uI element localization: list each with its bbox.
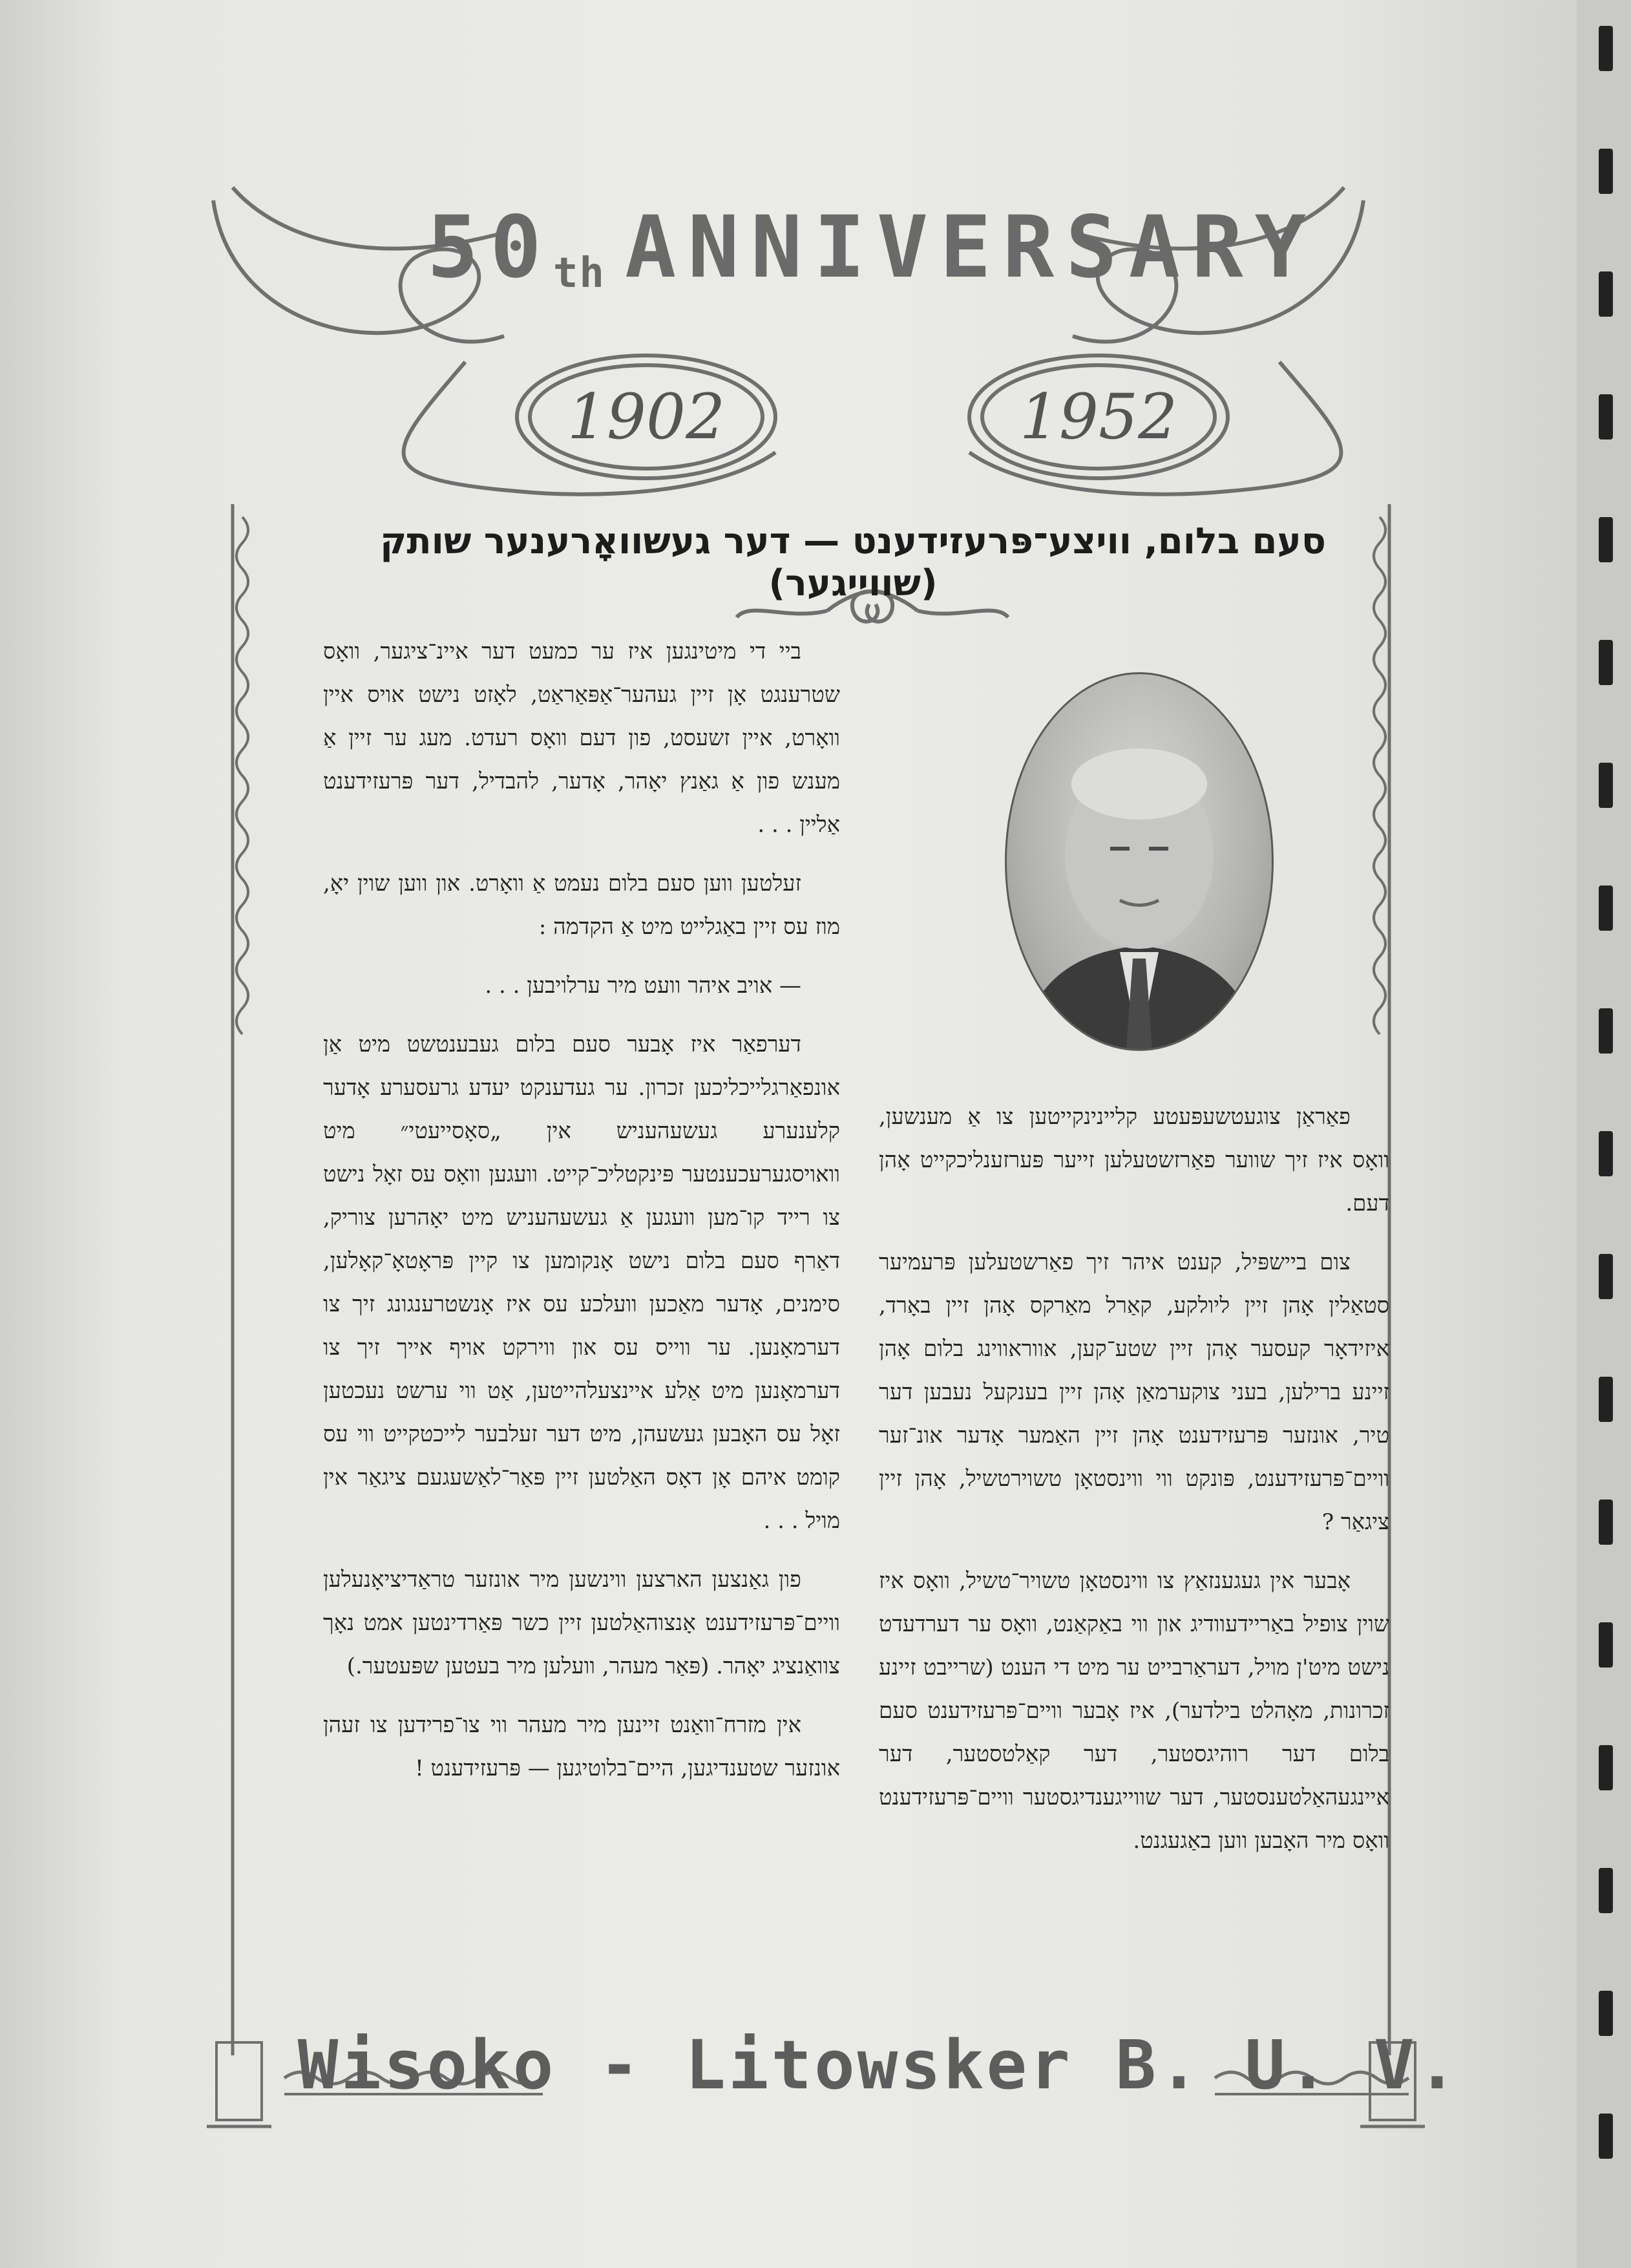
left-paragraph: — אויב איהר וועט מיר ערלויבען . . . [485, 973, 801, 999]
right-paragraph: אָבער אין געגענזאַץ צו ווינסטאָן טשויר־טשיל, וואָס איז שוין צופיל באַריידעוודיג און ווי באַקאַנט, וואָס ער דערדעדט נישט מיט'ן מויל, דעראַרבייט ער מיט די הענט (שרייבט זיינע זכרונות, מאָהלט בילדער), איז אָבער וויים־פּרעזידענט סעם בלום דער רוהיגסטער, דער קאַלטסטער, דער איינגעהאַלטענסטער, דער שווייגענדיגסטער וויים־פּרעזידענט וואָס מיר האָבען ווען באַגעגנט. [879, 1568, 1389, 1854]
year-start: 1902 [567, 381, 726, 453]
right-paragraph: פאַראַן צוגעטשעפּעטע קליינינקייטען צו אַ מענשען, וואָס איז זיך שווער פאַרזשטעלען זייער פּערזענליכקייט אָהן דעם. [879, 1104, 1389, 1216]
title-suffix: th [552, 249, 605, 297]
anniversary-title [426, 194, 1318, 297]
title-number: 50 [426, 198, 553, 297]
title-word: ANNIVERSARY [624, 198, 1318, 297]
left-paragraph: אין מזרח־וואַנט זיינען מיר מעהר ווי צו־פרידען צו זעהן אונזער שטענדיגען, היים־בלוטיגען — פּרעזידענט ! [323, 1712, 840, 1781]
left-paragraph: זעלטען ווען סעם בלום נעמט אַ וואָרט. און ווען שוין יאָ, מוז עס זיין באַגלייט מיט אַ הקדמה : [323, 871, 840, 940]
year-end: 1952 [1019, 381, 1178, 453]
society-name-footer: Wisoko - Litowsker B. U. V. [297, 2026, 1460, 2104]
article-headline: סעם בלום, וויצע־פּרעזידענט — דער געשוואָרענער שותק (שווייגער) [380, 520, 1326, 604]
right-paragraph: צום ביישפּיל, קענט איהר זיך פאַרשטעלען פּרעמיער סטאַלין אָהן זיין ליולקע, קאַרל מאַרקס אָהן זיין באָרד, איזידאָר קעסער אָהן זיין שטע־קען, אווראווינג בלום אָהן זיינע ברילען, בעני צוקערמאַן אָהן זיין בענקעל נעבען דער טיר, אונזער פּרעזידענט אָהן זיין האַמער אָדער אונ־זער וויים־פּרעזידענט, פּונקט ווי ווינסטאָן טשוירטשיל, אָהן זיין ציגאַר ? [879, 1249, 1389, 1535]
left-paragraph: ביי די מיטינגען איז ער כמעט דער איינ־ציגער, וואָס שטרענגט אָן זיין געהער־אַפּאַראַט, לאָזט נישט אויס איין וואָרט, איין זשעסט, פון דעם וואָס רעדט. מעג ער זיין אַ מענש פון אַ גאַנץ יאָהר, אָדער, להבדיל, דער פּרעזידענט אַליין . . . [323, 639, 840, 838]
left-paragraph: פון גאַנצען הארצען ווינשען מיר אונזער טראַדיציאָנעלען וויים־פּרעזידענט אָנצוהאַלטען זיין כשר פּאַרדינטען אמט נאָך צוואַנציג יאָהר. (פּאַר מעהר, וועלען מיר בעטען שפּעטער.) [323, 1567, 840, 1679]
portrait-photo [1005, 672, 1274, 1051]
binding-spine [1577, 0, 1631, 2268]
right-column [879, 1096, 1389, 2033]
left-paragraph: דערפאַר איז אָבער סעם בלום געבענטשט מיט אַן אונפאַרגלייכליכען זכרון. ער געדענקט יעדע גרעסערע אָדער קלענערע געשעהעניש אין „סאָסייעטי״ מיט וואויסגערעכענטער פּינקטליכ־קייט. וועגען וואָס עס זאָל נישט צו רייד קו־מען וועגען אַ געשעהעניש מיט יאָהרען צוריק, דאַרף סעם בלום נישט אָנקומען צו קיין פּראָטאָ־קאָלען, סימנים, אָדער מאַכען וועלכע עס איז אָנשטרענגונג זיך צו דערמאָנען. ער ווייס עס און ווירקט אויף אייך זיך צו דערמאָנען מיט אַלע איינצעלהייטען, אַט ווי ערשט נעכטען זאָל עס האָבען געשעהן, מיט דער זעלבער לייכטקייט ווי עס קומט איהם אָן דאָס האַלטען זיין פּאַר־לאַשעגעם ציגאַר אין מויל . . . [323, 1032, 840, 1534]
left-column [323, 630, 840, 2026]
